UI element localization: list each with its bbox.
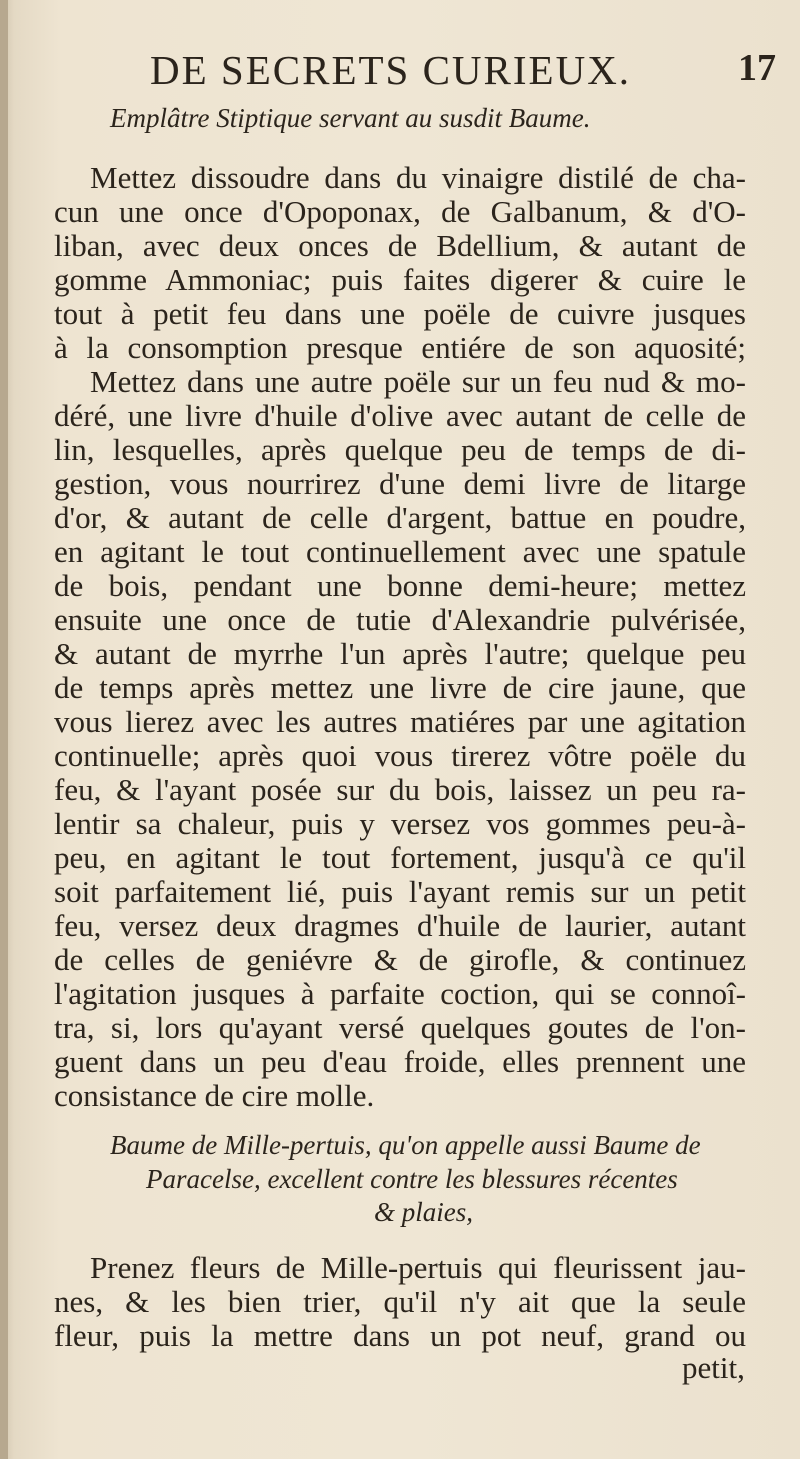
text-line: lin, lesquelles, après quelque peu de temps de di- <box>54 432 746 467</box>
text-line: en agitant le tout continuellement avec une spatule <box>54 534 746 569</box>
text-line: Mettez dissoudre dans du vinaigre distilé de cha- <box>90 160 746 195</box>
text-line: Prenez fleurs de Mille-pertuis qui fleurissent jau- <box>90 1250 746 1285</box>
text-line: vous lierez avec les autres matiéres par une agitation <box>54 704 746 739</box>
text-line: feu, versez deux dragmes d'huile de laurier, autant <box>54 908 746 943</box>
text-line: soit parfaitement lié, puis l'ayant remis sur un petit <box>54 874 746 909</box>
text-line: l'agitation jusques à parfaite coction, qui se connoî- <box>54 976 746 1011</box>
section-title-emplatre: Emplâtre Stiptique servant au susdit Baume. <box>110 103 591 133</box>
text-line: consistance de cire molle. <box>54 1078 375 1113</box>
text-line: d'or, & autant de celle d'argent, battue en poudre, <box>54 500 746 535</box>
text-line: Mettez dans une autre poële sur un feu nud & mo- <box>90 364 746 399</box>
section-title-baume-line1: Baume de Mille-pertuis, qu'on appelle aussi Baume de <box>110 1130 701 1160</box>
text-line: peu, en agitant le tout fortement, jusqu'à ce qu'il <box>54 840 746 875</box>
text-line: guent dans un peu d'eau froide, elles prennent une <box>54 1044 746 1079</box>
text-line: continuelle; après quoi vous tirerez vôtre poële du <box>54 738 746 773</box>
text-line: tout à petit feu dans une poële de cuivre jusques <box>54 296 746 331</box>
section-title-baume-line2: Paracelse, excellent contre les blessures récentes <box>146 1164 678 1194</box>
section-title-baume-line3: & plaies, <box>374 1197 473 1227</box>
text-line: fleur, puis la mettre dans un pot neuf, grand ou <box>54 1318 746 1353</box>
text-line: de temps après mettez une livre de cire jaune, que <box>54 670 746 705</box>
text-line: gestion, vous nourrirez d'une demi livre de litarge <box>54 466 746 501</box>
text-line: ensuite une once de tutie d'Alexandrie pulvérisée, <box>54 602 746 637</box>
text-line: déré, une livre d'huile d'olive avec autant de celle de <box>54 398 746 433</box>
text-line: cun une once d'Opoponax, de Galbanum, & d'O- <box>54 194 746 229</box>
text-line: tra, si, lors qu'ayant versé quelques goutes de l'on- <box>54 1010 746 1045</box>
text-line: liban, avec deux onces de Bdellium, & autant de <box>54 228 746 263</box>
text-line: feu, & l'ayant posée sur du bois, laissez un peu ra- <box>54 772 746 807</box>
text-line: & autant de myrrhe l'un après l'autre; quelque peu <box>54 636 746 671</box>
text-line: nes, & les bien trier, qu'il n'y ait que la seule <box>54 1284 746 1319</box>
running-head: DE SECRETS CURIEUX. <box>150 47 632 93</box>
text-line: à la consomption presque entiére de son aquosité; <box>54 330 746 365</box>
catchword: petit, <box>682 1350 745 1385</box>
text-line: de bois, pendant une bonne demi-heure; mettez <box>54 568 746 603</box>
text-line: de celles de geniévre & de girofle, & continuez <box>54 942 746 977</box>
text-line: gomme Ammoniac; puis faites digerer & cuire le <box>54 262 746 297</box>
page-number: 17 <box>738 47 776 89</box>
page-edge <box>0 0 8 1459</box>
text-line: lentir sa chaleur, puis y versez vos gommes peu-à- <box>54 806 746 841</box>
